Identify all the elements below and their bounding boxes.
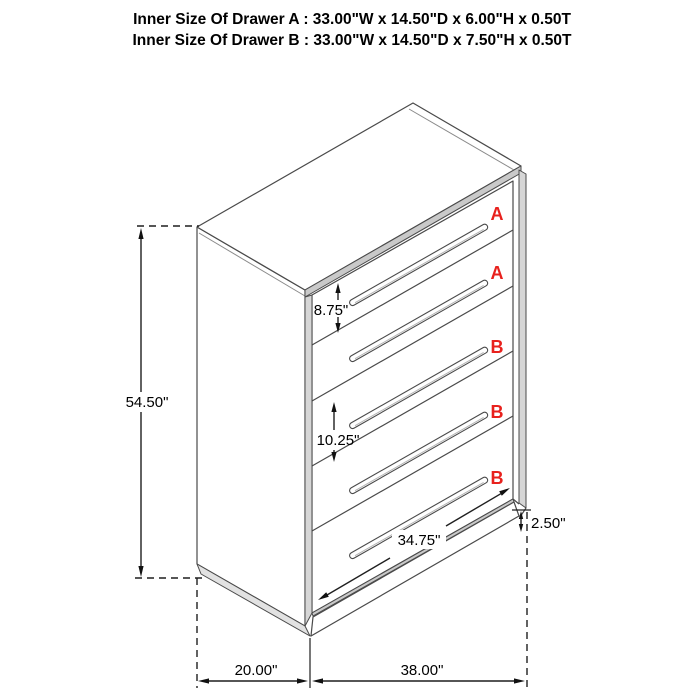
chest-drawing (197, 103, 526, 636)
drawer-label-2: A (490, 263, 504, 283)
base-width-label: 38.00" (400, 662, 444, 679)
drawer-front-width-label: 34.75" (397, 532, 441, 549)
dimension-overall-height (126, 226, 203, 578)
dimension-base-width (312, 662, 525, 684)
right-edge-band (519, 170, 526, 508)
dimension-base-height (512, 510, 566, 532)
drawer-a-height-label: 8.75" (313, 302, 349, 319)
title-line-2: Inner Size Of Drawer B : 33.00"W x 14.50"D x 7.50"H x 0.50T (132, 32, 572, 49)
drawer-b-height-label: 10.25" (316, 432, 360, 449)
drawer-label-3: B (490, 337, 504, 357)
base-height-label: 2.50" (531, 515, 566, 532)
title-line-1: Inner Size Of Drawer A : 33.00"W x 14.50"D x 6.00"H x 0.50T (133, 11, 571, 28)
left-frame-band (305, 295, 312, 626)
overall-height-label: 54.50" (125, 394, 169, 411)
dimension-base-depth (198, 662, 308, 684)
drawer-label-1: A (490, 204, 504, 224)
drawer-label-5: B (490, 468, 504, 488)
base-depth-label: 20.00" (234, 662, 278, 679)
drawer-label-4: B (490, 402, 504, 422)
title-block (132, 11, 572, 49)
